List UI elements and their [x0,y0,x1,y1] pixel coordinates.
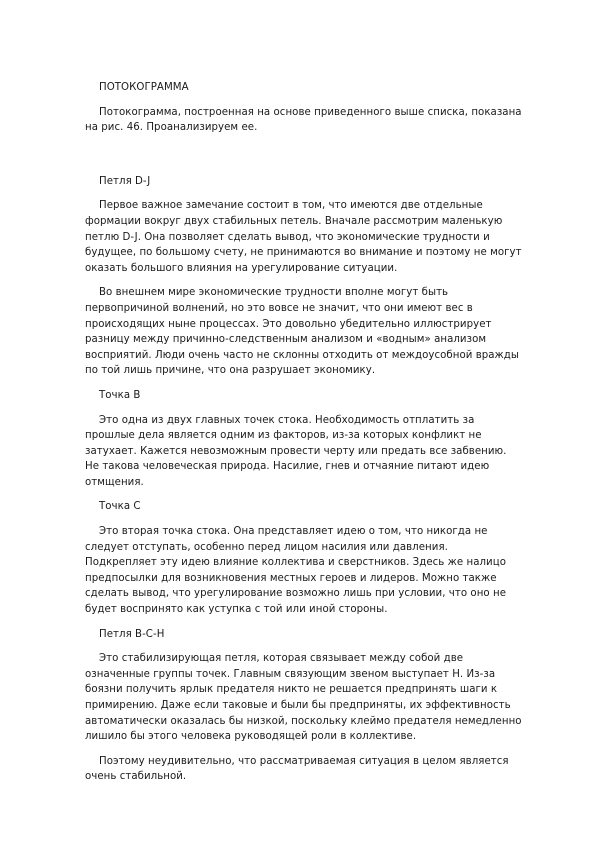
paragraph [85,413,555,491]
text-line: Это одна из двух главных точек стока. Необходимость отплатить за [99,414,475,426]
paragraph [85,285,555,379]
text-line: Поэтому неудивительно, что рассматриваемая ситуация в целом является [99,755,509,767]
text-line: примирению. Даже если таковые и были бы предприняты, их эффективность [85,700,511,711]
text-line: отмщения. [85,476,144,488]
text-line: следует отступать, особенно перед лицом насилия или давления. [85,541,448,553]
section-heading-loop-bch: Петля В-С-Н [99,628,165,640]
text-line: по той лишь причине, что она разрушает экономику. [85,365,376,377]
text-line: лишило бы этого человека руководящей роли в коллективе. [85,731,417,743]
text-line: Это вторая точка стока. Она представляет идею о том, что никогда не [99,526,488,538]
text-line: происходящих ныне процессах. Это довольно убедительно иллюстрирует [85,318,492,330]
text-line: первопричиной волнений, но это вовсе не значит, что они имеют вес в [85,302,473,314]
text-line: Не такова человеческая природа. Насилие, гнев и отчаяние питают идею [85,461,490,473]
text-line: формации вокруг двух стабильных петель. Вначале рассмотрим маленькую [85,215,503,227]
text-line: прошлые дела является одним из факторов, из-за которых конфликт не [85,430,482,442]
text-line: на рис. 46. Проанализируем ее. [85,122,258,134]
text-line: петлю D-J. Она позволяет сделать вывод, что экономические трудности и [85,231,490,243]
text-line: сделать вывод, что урегулирование возможно лишь при условии, что оно не [85,588,507,600]
text-line: разницу между причинно-следственным анализом и «водным» анализом [85,334,487,346]
text-line: Во внешнем мире экономические трудности вполне могут быть [99,287,449,299]
text-line: очень стабильной. [85,771,187,783]
paragraph [85,754,555,785]
paragraph [85,524,555,618]
section-heading-point-c: Точка С [99,501,141,513]
intro-paragraph [85,105,555,136]
text-line: Первое важное замечание состоит в том, что имеются две отдельные [99,200,483,212]
text-line: восприятий. Люди очень часто не склонны отходить от междоусобной вражды [85,349,519,361]
text-line: Подкрепляет эту идею влияние коллектива и сверстников. Здесь же налицо [85,557,506,569]
text-line: автоматически оказалась бы низкой, поскольку клеймо предателя немедленно [85,715,522,727]
text-line: будущее, по большому счету, не принимаются во внимание и поэтому не могут [85,247,522,259]
text-line: Это стабилизирующая петля, которая связывает между собой две [99,653,464,665]
spacer [85,145,555,174]
text-line: затухает. Кажется невозможным провести черту или предать все забвению. [85,445,507,457]
text-line: Потокограмма, построенная на основе приведенного выше списка, показана [99,106,522,118]
document-page [85,80,555,794]
document-title: ПОТОКОГРАММА [99,82,189,93]
paragraph [85,198,555,276]
section-heading-point-b: Точка В [99,389,141,401]
text-line: боязни получить ярлык предателя никто не решается предпринять шаги к [85,684,498,696]
text-line: оказать большого влияния на урегулирование ситуации. [85,262,398,274]
text-line: будет воспринято как уступка с той или иной стороны. [85,604,388,616]
section-heading-loop-dj: Петля D-J [99,175,151,187]
text-line: предпосылки для возникновения местных героев и лидеров. Можно также [85,572,497,584]
text-line: означенные группы точек. Главным связующим звеном выступает Н. Из-за [85,668,496,680]
paragraph [85,651,555,745]
